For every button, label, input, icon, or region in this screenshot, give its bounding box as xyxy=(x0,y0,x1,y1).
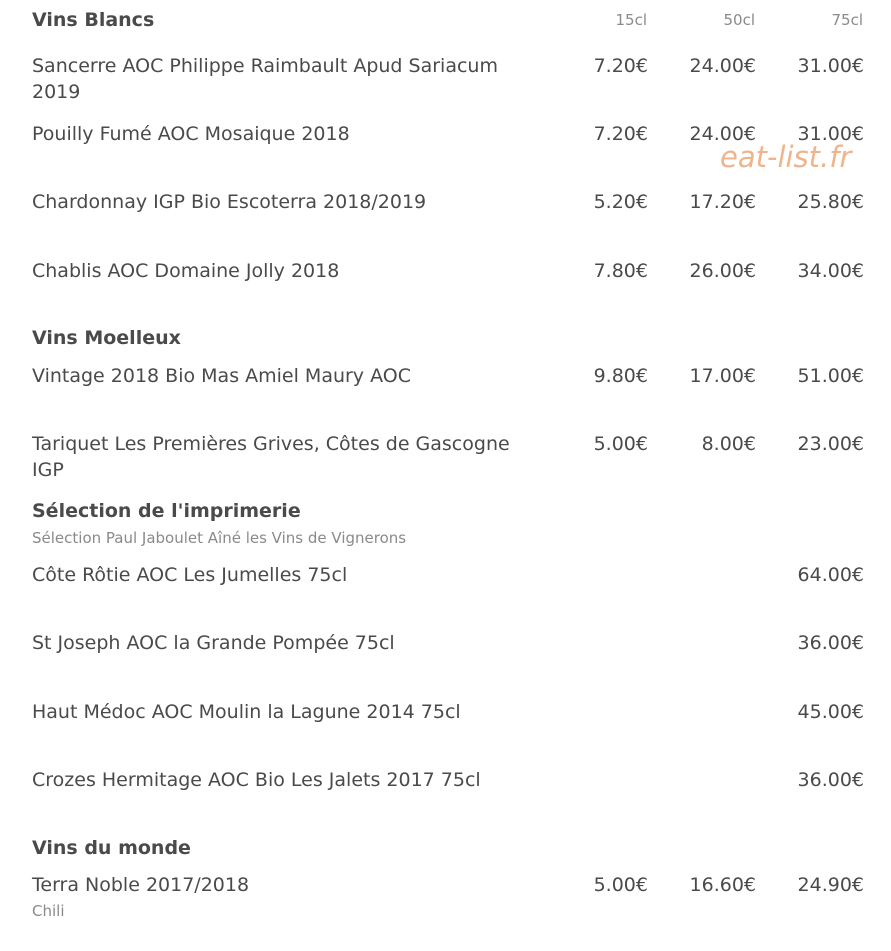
price-75cl: 51.00€ xyxy=(797,365,864,387)
menu-item-name: Chablis AOC Domaine Jolly 2018 xyxy=(32,260,340,282)
price-15cl: 5.20€ xyxy=(593,191,648,213)
price-75cl: 34.00€ xyxy=(797,260,864,282)
price-75cl: 36.00€ xyxy=(797,769,864,791)
section-title-selection-imprimerie: Sélection de l'imprimerie xyxy=(32,500,301,522)
menu-item-name: Crozes Hermitage AOC Bio Les Jalets 2017 75cl xyxy=(32,769,481,791)
price-50cl: 17.00€ xyxy=(689,365,756,387)
section-title-vins-blancs: Vins Blancs xyxy=(32,9,155,31)
price-75cl: 24.90€ xyxy=(797,874,864,896)
column-header-50cl: 50cl xyxy=(723,11,755,29)
menu-item-name: Vintage 2018 Bio Mas Amiel Maury AOC xyxy=(32,365,411,387)
section-subtitle: Sélection Paul Jaboulet Aîné les Vins de Vignerons xyxy=(32,529,407,547)
price-75cl: 23.00€ xyxy=(797,433,864,455)
price-75cl: 31.00€ xyxy=(797,55,864,77)
price-15cl: 7.80€ xyxy=(593,260,648,282)
price-50cl: 16.60€ xyxy=(689,874,756,896)
price-75cl: 31.00€ xyxy=(797,123,864,145)
menu-item-name: Tariquet Les Premières Grives, Côtes de Gascogne IGP xyxy=(32,433,510,481)
price-75cl: 64.00€ xyxy=(797,564,864,586)
price-50cl: 26.00€ xyxy=(689,260,756,282)
price-50cl: 17.20€ xyxy=(689,191,756,213)
price-50cl: 24.00€ xyxy=(689,123,756,145)
section-title-vins-du-monde: Vins du monde xyxy=(32,837,191,859)
section-title-vins-moelleux: Vins Moelleux xyxy=(32,327,181,349)
menu-item-origin: Chili xyxy=(32,902,65,920)
price-75cl: 45.00€ xyxy=(797,701,864,723)
price-15cl: 5.00€ xyxy=(593,874,648,896)
column-header-75cl: 75cl xyxy=(831,11,863,29)
price-15cl: 9.80€ xyxy=(593,365,648,387)
menu-item-name: Haut Médoc AOC Moulin la Lagune 2014 75cl xyxy=(32,701,461,723)
menu-item-name: Chardonnay IGP Bio Escoterra 2018/2019 xyxy=(32,191,427,213)
menu-item-name: Sancerre AOC Philippe Raimbault Apud Sariacum 2019 xyxy=(32,55,498,103)
price-50cl: 8.00€ xyxy=(701,433,756,455)
price-75cl: 25.80€ xyxy=(797,191,864,213)
price-50cl: 24.00€ xyxy=(689,55,756,77)
price-75cl: 36.00€ xyxy=(797,632,864,654)
price-15cl: 7.20€ xyxy=(593,55,648,77)
eat-list-watermark: eat-list.fr xyxy=(720,140,852,174)
column-header-15cl: 15cl xyxy=(615,11,647,29)
price-15cl: 5.00€ xyxy=(593,433,648,455)
menu-item-name: St Joseph AOC la Grande Pompée 75cl xyxy=(32,632,395,654)
menu-item-name: Terra Noble 2017/2018 xyxy=(32,874,250,896)
menu-item-name: Pouilly Fumé AOC Mosaique 2018 xyxy=(32,123,350,145)
menu-item-name: Côte Rôtie AOC Les Jumelles 75cl xyxy=(32,564,348,586)
price-15cl: 7.20€ xyxy=(593,123,648,145)
